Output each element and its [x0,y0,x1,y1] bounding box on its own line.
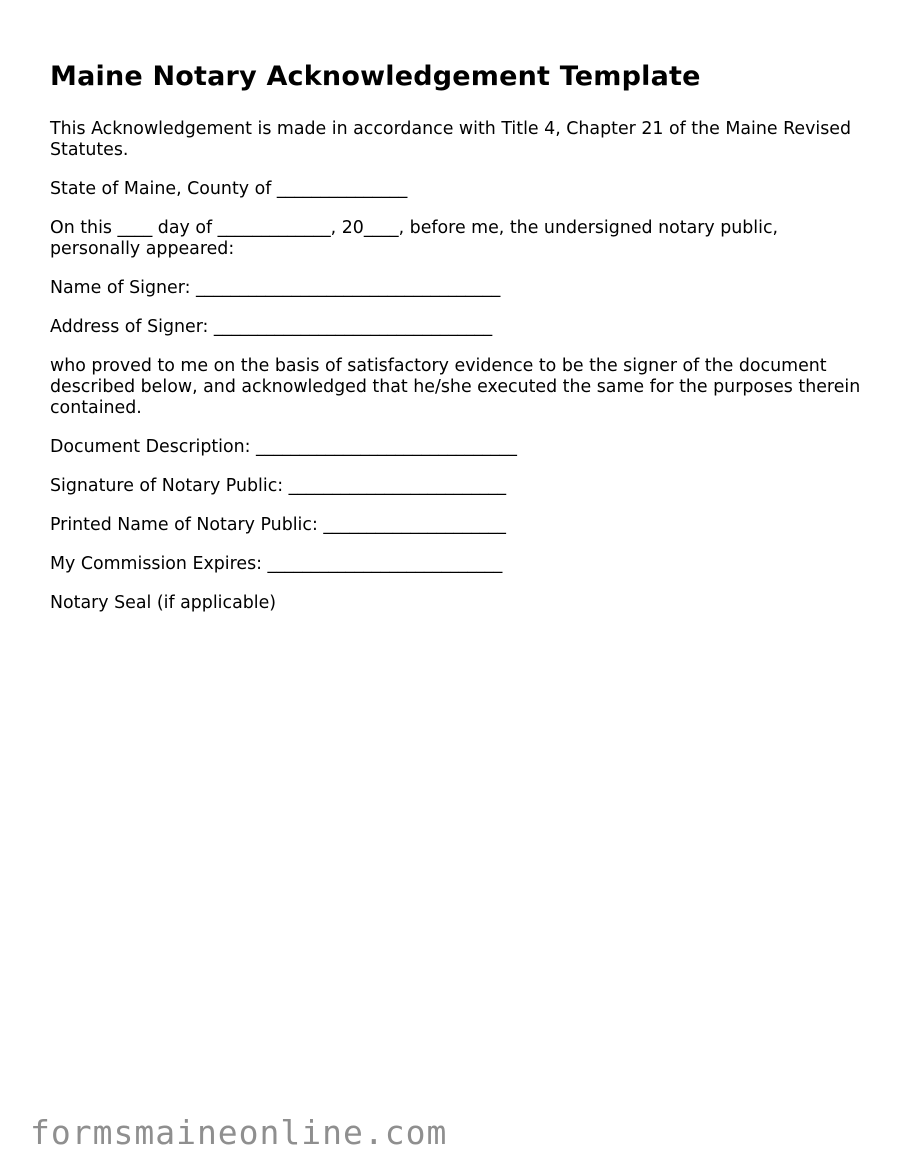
document-description-line: Document Description: ______________________________ [50,437,517,457]
signer-address-line: Address of Signer: ________________________________ [50,317,493,337]
document-page [50,58,862,632]
notary-seal-line: Notary Seal (if applicable) [50,593,277,613]
date-appearance-line: On this ____ day of _____________, 20____, before me, the undersigned notary public, personally appeared: [50,218,779,259]
site-watermark: formsmaineonline.com [30,1113,448,1152]
commission-expiry-line: My Commission Expires: ___________________________ [50,554,503,574]
statute-reference: This Acknowledgement is made in accordance with Title 4, Chapter 21 of the Maine Revised Statutes. [50,119,852,160]
document-title: Maine Notary Acknowledgement Template [50,61,701,92]
signer-name-line: Name of Signer: ___________________________________ [50,278,501,298]
state-county-line: State of Maine, County of _______________ [50,179,408,199]
notary-printed-name-line: Printed Name of Notary Public: _____________________ [50,515,506,535]
notary-signature-line: Signature of Notary Public: _________________________ [50,476,507,496]
evidence-statement: who proved to me on the basis of satisfactory evidence to be the signer of the document described below, and acknowledged that he/she executed the same for the purposes therein contained. [50,356,861,418]
